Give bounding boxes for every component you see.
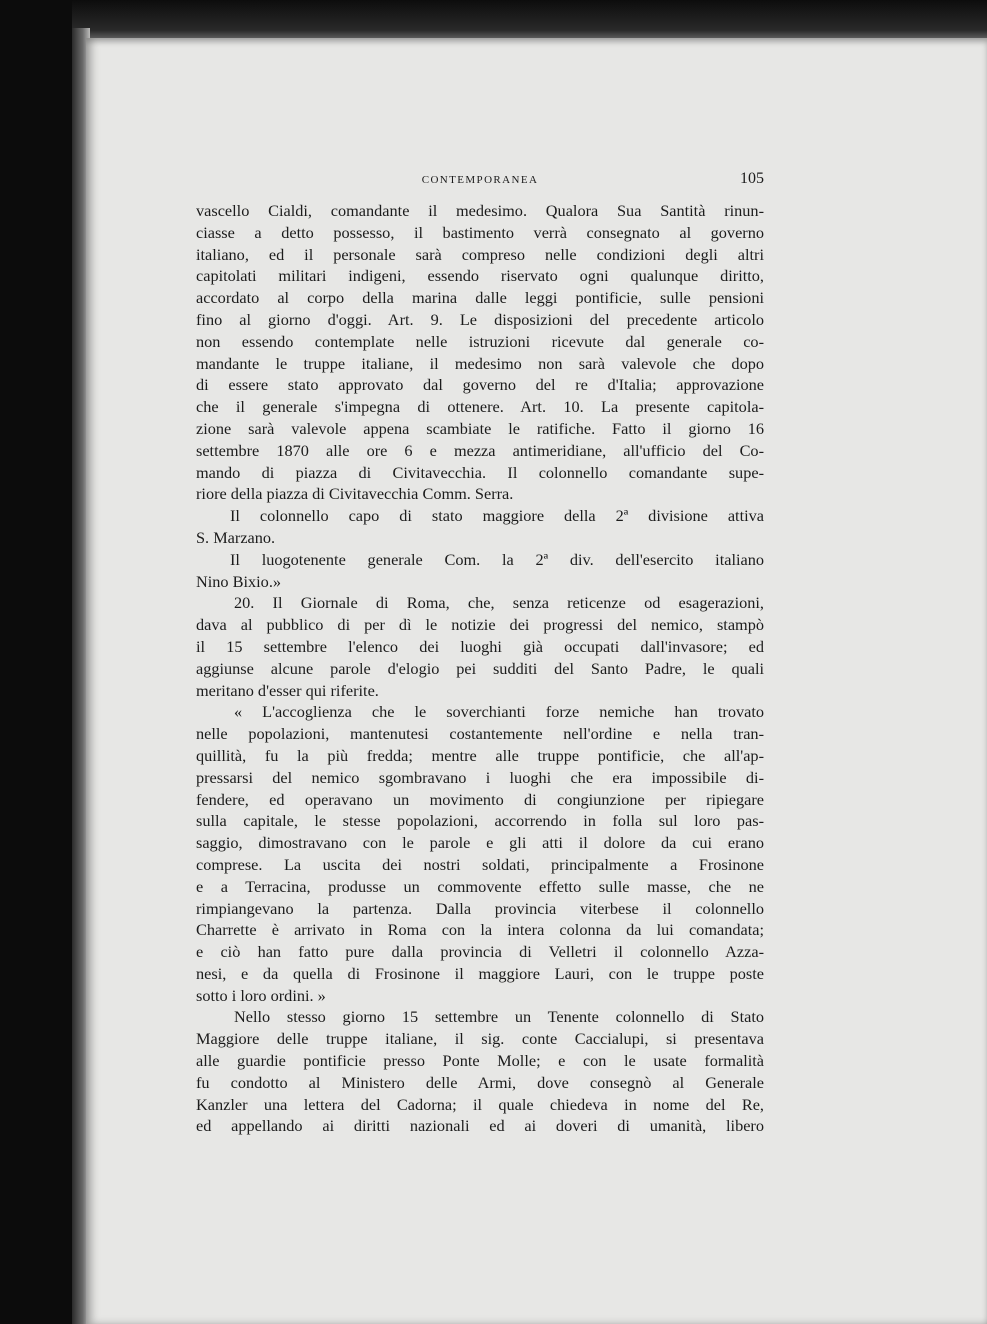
text-line: Nello stesso giorno 15 settembre un Tenente colonnello di Stato (234, 1007, 764, 1027)
text-line: comprese. La uscita dei nostri soldati, principalmente a Frosinone (196, 854, 764, 874)
page-number: 105 (740, 170, 764, 187)
text-line: di essere stato approvato dal governo del re d'Italia; approvazione (196, 375, 764, 395)
page-header (196, 170, 764, 192)
text-line: accordato al corpo della marina dalle leggi pontificie, sulle pensioni (196, 288, 764, 308)
text-line: fendere, ed operavano un movimento di congiunzione per ripiegare (196, 789, 764, 809)
running-head: CONTEMPORANEA (421, 174, 539, 186)
text-line: 20. Il Giornale di Roma, che, senza reticenze od esagerazioni, (234, 593, 764, 613)
text-line: fino al giorno d'oggi. Art. 9. Le disposizioni del precedente articolo (196, 309, 764, 329)
text-line: saggio, dimostravano con le parole e gli atti il dolore da cui erano (196, 833, 764, 853)
text-line: non essendo contemplate nelle istruzioni ricevute dal generale co- (196, 331, 764, 351)
text-line: nelle popolazioni, mantenutesi costantemente nell'ordine e nella tran- (196, 724, 764, 744)
text-line: ciasse a detto possesso, il bastimento verrà consegnato al governo (196, 222, 764, 242)
text-line: sotto i loro ordini. » (196, 985, 326, 1005)
text-line: S. Marzano. (196, 527, 276, 547)
text-line: pressarsi del nemico sgombravano i luoghi che era impossibile di- (196, 767, 764, 787)
text-line: mando di piazza di Civitavecchia. Il colonnello comandante supe- (196, 462, 764, 482)
text-line: rimpiangevano la partenza. Dalla provincia viterbese il colonnello (196, 898, 764, 918)
text-line: alle guardie pontificie presso Ponte Molle; e con le usate formalità (196, 1051, 764, 1071)
text-line: e ciò han fatto pure dalla provincia di Velletri il colonnello Azza- (196, 942, 764, 962)
text-line: Nino Bixio.» (196, 571, 282, 591)
text-line: che il generale s'impegna di ottenere. Art. 10. La presente capitola- (196, 397, 764, 417)
text-line: vascello Cialdi, comandante il medesimo. Qualora Sua Santità rinun- (196, 201, 764, 220)
text-line: ed appellando ai diritti nazionali ed ai doveri di umanità, libero (196, 1116, 764, 1136)
text-line: nesi, e da quella di Frosinone il maggiore Lauri, con le truppe poste (196, 963, 764, 983)
text-line: aggiunse alcune parole d'elogio pei sudditi del Santo Padre, le quali (196, 658, 764, 678)
text-line: sulla capitale, le stesse popolazioni, accorrendo in folla sul loro pas- (196, 811, 764, 831)
text-line: Charrette è arrivato in Roma con la intera colonna da lui comandata; (196, 920, 764, 940)
text-line: dava al pubblico di per dì le notizie dei progressi del nemico, stampò (196, 615, 764, 635)
text-line: settembre 1870 alle ore 6 e mezza antimeridiane, all'ufficio del Co- (196, 440, 764, 460)
text-line: riore della piazza di Civitavecchia Comm. Serra. (196, 484, 514, 504)
text-line: quillità, fu la più fredda; mentre alle truppe pontificie, che all'ap- (196, 745, 764, 765)
text-line: Il colonnello capo di stato maggiore della 2ª divisione attiva (230, 506, 764, 526)
body-text (196, 200, 764, 1137)
text-line: e a Terracina, produsse un commovente effetto sulle masse, che ne (196, 876, 764, 896)
text-line: meritano d'esser qui riferite. (196, 680, 379, 700)
text-line: Kanzler una lettera del Cadorna; il quale chiedeva in nome del Re, (196, 1094, 764, 1114)
text-line: fu condotto al Ministero delle Armi, dove consegnò al Generale (196, 1072, 764, 1092)
text-line: Maggiore delle truppe italiane, il sig. conte Caccialupi, si presentava (196, 1029, 764, 1049)
scan-top-border (72, 0, 987, 38)
text-line: capitolati militari indigeni, essendo riservato ogni qualunque diritto, (196, 266, 764, 286)
text-line: mandante le truppe italiane, il medesimo non sarà valevole che dopo (196, 353, 764, 373)
text-line: « L'accoglienza che le soverchianti forze nemiche han trovato (234, 702, 764, 722)
text-line: Il luogotenente generale Com. la 2ª div. dell'esercito italiano (230, 549, 764, 569)
text-line: il 15 settembre l'elenco dei luoghi già occupati dall'invasore; ed (196, 636, 764, 656)
text-line: italiano, ed il personale sarà compreso nelle condizioni degli altri (196, 244, 764, 264)
text-line: zione sarà valevole appena scambiate le ratifiche. Fatto il giorno 16 (196, 418, 764, 438)
